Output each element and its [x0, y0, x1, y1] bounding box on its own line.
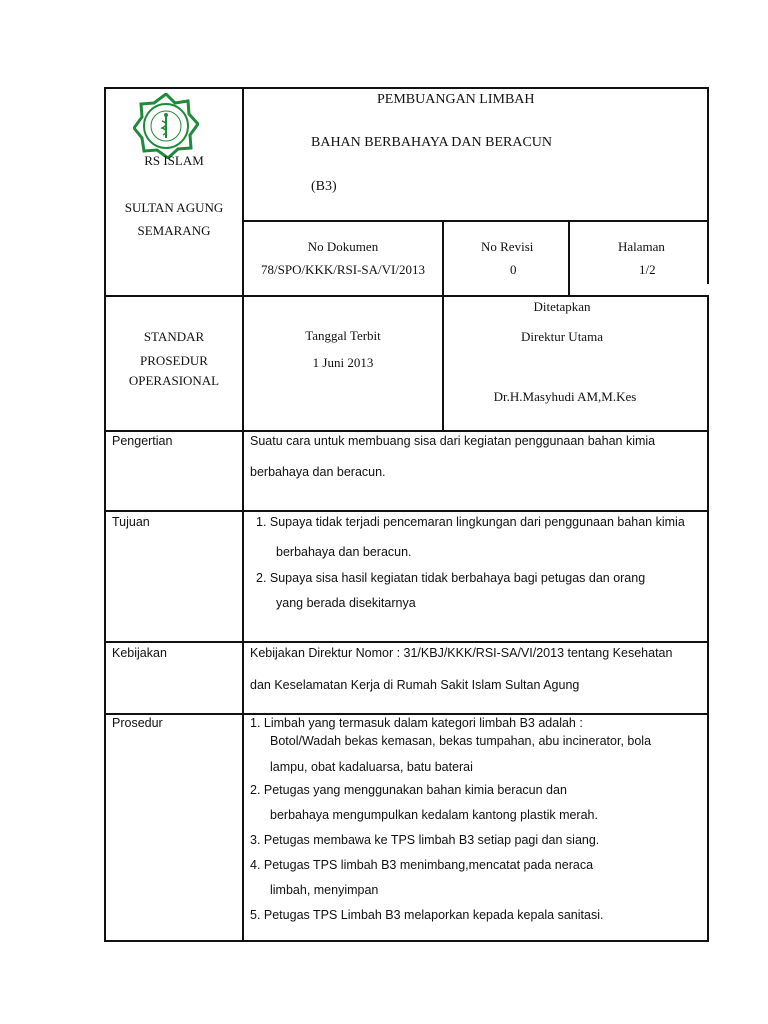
pengertian-text-line1: Suatu cara untuk membuang sisa dari kegiatan penggunaan bahan kimia: [250, 434, 656, 448]
org-name-line3: SEMARANG: [137, 223, 211, 238]
table-border: [242, 220, 709, 222]
table-border: [104, 295, 709, 297]
table-border: [242, 87, 244, 941]
document-title-line1: PEMBUANGAN LIMBAH: [377, 92, 535, 107]
prosedur-line: limbah, menyimpan: [270, 883, 379, 897]
prosedur-line: 5. Petugas TPS Limbah B3 melaporkan kepada kepala sanitasi.: [250, 908, 604, 922]
table-border: [707, 295, 709, 941]
tanggal-terbit-label: Tanggal Terbit: [305, 328, 381, 343]
halaman-value: 1/2: [639, 262, 656, 277]
document-title-line2: BAHAN BERBAHAYA DAN BERACUN: [311, 135, 553, 150]
tujuan-item2-line1: 2. Supaya sisa hasil kegiatan tidak berbahaya bagi petugas dan orang: [256, 571, 646, 585]
kebijakan-label: Kebijakan: [112, 646, 167, 660]
table-border: [104, 430, 709, 432]
table-border: [104, 87, 709, 89]
prosedur-line: 1. Limbah yang termasuk dalam kategori limbah B3 adalah :: [250, 716, 583, 730]
tujuan-item1-line1: 1. Supaya tidak terjadi pencemaran lingkungan dari penggunaan bahan kimia: [256, 515, 685, 529]
table-border: [104, 510, 709, 512]
no-revisi-label: No Revisi: [481, 239, 534, 254]
sop-label-line2: PROSEDUR: [140, 353, 208, 368]
sop-label-line1: STANDAR: [143, 329, 205, 344]
org-name-line2: SULTAN AGUNG: [124, 200, 224, 215]
direktur-label: Direktur Utama: [521, 329, 603, 344]
tanggal-terbit-value: 1 Juni 2013: [312, 355, 374, 370]
table-border: [707, 87, 709, 284]
ditetapkan-label: Ditetapkan: [533, 299, 591, 314]
signatory-name: Dr.H.Masyhudi AM,M.Kes: [493, 389, 637, 404]
hospital-crescent-logo-icon: [133, 93, 199, 159]
pengertian-text-line2: berbahaya dan beracun.: [250, 465, 386, 479]
prosedur-label: Prosedur: [112, 716, 163, 730]
no-dokumen-value: 78/SPO/KKK/RSI-SA/VI/2013: [261, 262, 425, 277]
prosedur-line: Botol/Wadah bekas kemasan, bekas tumpahan, abu incinerator, bola: [270, 734, 652, 748]
table-border: [104, 940, 709, 942]
prosedur-line: berbahaya mengumpulkan kedalam kantong plastik merah.: [270, 808, 598, 822]
tujuan-item2-line2: yang berada disekitarnya: [276, 596, 416, 610]
kebijakan-text-line1: Kebijakan Direktur Nomor : 31/KBJ/KKK/RSI-SA/VI/2013 tentang Kesehatan: [250, 646, 673, 660]
table-border: [442, 295, 444, 431]
table-border: [104, 713, 709, 715]
prosedur-line: 3. Petugas membawa ke TPS limbah B3 setiap pagi dan siang.: [250, 833, 600, 847]
halaman-label: Halaman: [618, 239, 665, 254]
no-revisi-value: 0: [510, 262, 517, 277]
prosedur-line: 2. Petugas yang menggunakan bahan kimia beracun dan: [250, 783, 567, 797]
kebijakan-text-line2: dan Keselamatan Kerja di Rumah Sakit Islam Sultan Agung: [250, 678, 580, 692]
table-border: [568, 220, 570, 296]
prosedur-line: 4. Petugas TPS limbah B3 menimbang,mencatat pada neraca: [250, 858, 594, 872]
no-dokumen-label: No Dokumen: [307, 239, 379, 254]
document-title-line3: (B3): [311, 179, 337, 194]
sop-label-line3: OPERASIONAL: [128, 373, 220, 388]
table-border: [442, 220, 444, 296]
table-border: [104, 641, 709, 643]
pengertian-label: Pengertian: [112, 434, 173, 448]
tujuan-item1-line2: berbahaya dan beracun.: [276, 545, 412, 559]
prosedur-line: lampu, obat kadaluarsa, batu baterai: [270, 760, 473, 774]
tujuan-label: Tujuan: [112, 515, 150, 529]
org-name-line1: RS ISLAM: [144, 153, 204, 168]
